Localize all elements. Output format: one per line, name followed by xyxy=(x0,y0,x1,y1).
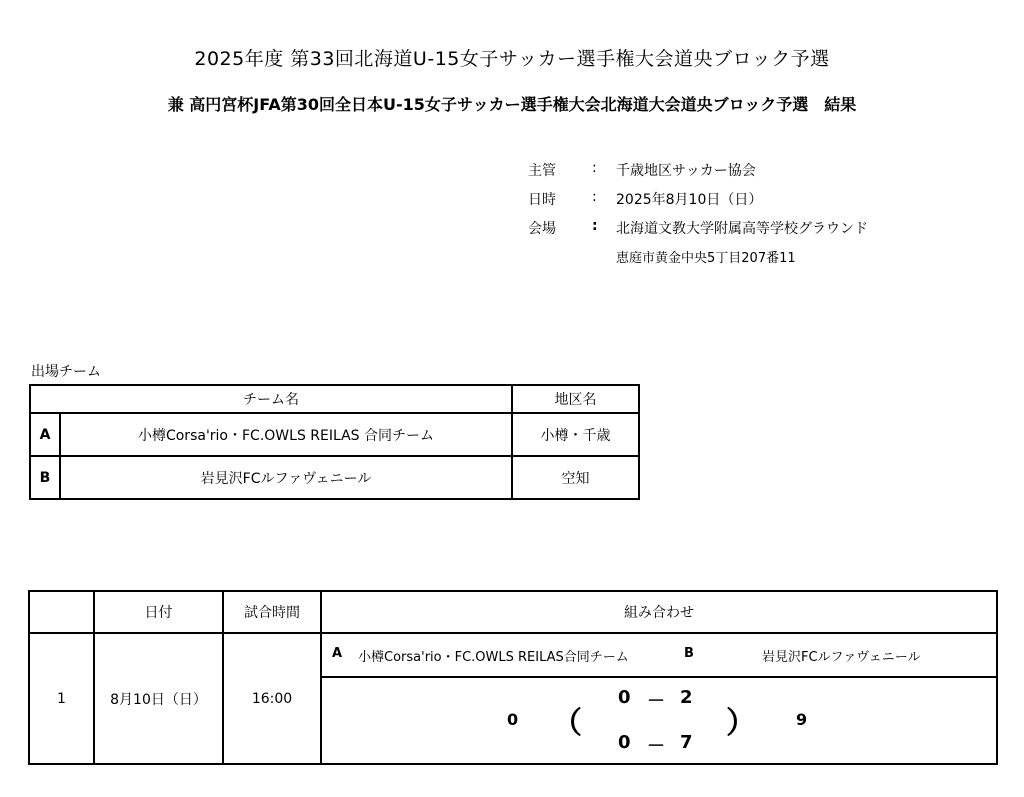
open-paren: （ xyxy=(552,706,582,741)
info-label: 日時 xyxy=(528,192,556,208)
team-a-label: A xyxy=(332,646,343,661)
first-half-a: 0 xyxy=(618,687,631,708)
info-value: 2025年8月10日（日） xyxy=(616,192,763,208)
matchup-cell xyxy=(321,633,997,677)
team-id: B xyxy=(30,456,60,499)
first-half-b: 2 xyxy=(680,687,693,708)
match-row xyxy=(29,633,997,677)
team-name: 岩見沢FCルファヴェニール xyxy=(60,456,512,499)
region-header: 地区名 xyxy=(512,385,639,413)
results-header-row xyxy=(29,591,997,633)
team-region: 空知 xyxy=(512,456,639,499)
close-paren: ） xyxy=(726,706,756,741)
page-title: 2025年度 第33回北海道U-15女子サッカー選手権大会道央ブロック予選 xyxy=(194,48,830,70)
team-b-name: 岩見沢FCルファヴェニール xyxy=(762,650,921,665)
team-b-label: B xyxy=(684,646,694,661)
teams-header-row xyxy=(30,385,639,413)
team-name-header: チーム名 xyxy=(30,385,512,413)
results-table xyxy=(28,590,998,765)
teams-table xyxy=(29,384,640,500)
match-date: 8月10日（日） xyxy=(94,633,223,764)
date-header: 日付 xyxy=(94,591,223,633)
score-b-total: 9 xyxy=(796,710,808,729)
info-label: 会場 xyxy=(528,221,556,237)
info-label: 主管 xyxy=(528,163,556,179)
info-value: 千歳地区サッカー協会 xyxy=(616,163,756,179)
second-half-dash: － xyxy=(647,736,665,757)
no-header xyxy=(29,591,94,633)
table-row xyxy=(30,413,639,456)
match-time: 16:00 xyxy=(223,633,321,764)
second-half-a: 0 xyxy=(618,732,631,753)
score-a-total: 0 xyxy=(507,710,519,729)
teams-section-title: 出場チーム xyxy=(31,364,101,380)
venue-address: 恵庭市黄金中央5丁目207番11 xyxy=(616,251,796,266)
info-value: 北海道文教大学附属高等学校グラウンド xyxy=(616,221,868,237)
team-name: 小樽Corsa'rio・FC.OWLS REILAS 合同チーム xyxy=(60,413,512,456)
info-colon: : xyxy=(592,218,598,234)
second-half-b: 7 xyxy=(680,732,693,753)
info-colon: : xyxy=(592,160,597,176)
team-id: A xyxy=(30,413,60,456)
first-half-dash: － xyxy=(647,691,665,712)
page-subtitle: 兼 高円宮杯JFA第30回全日本U-15女子サッカー選手権大会北海道大会道央ブロック予選 結果 xyxy=(167,95,857,114)
score-cell xyxy=(321,677,997,764)
time-header: 試合時間 xyxy=(223,591,321,633)
team-region: 小樽・千歳 xyxy=(512,413,639,456)
match-no: 1 xyxy=(29,633,94,764)
matchup-header: 組み合わせ xyxy=(321,591,997,633)
table-row xyxy=(30,456,639,499)
info-colon: : xyxy=(592,189,597,205)
team-a-name: 小樽Corsa'rio・FC.OWLS REILAS合同チーム xyxy=(358,650,629,665)
